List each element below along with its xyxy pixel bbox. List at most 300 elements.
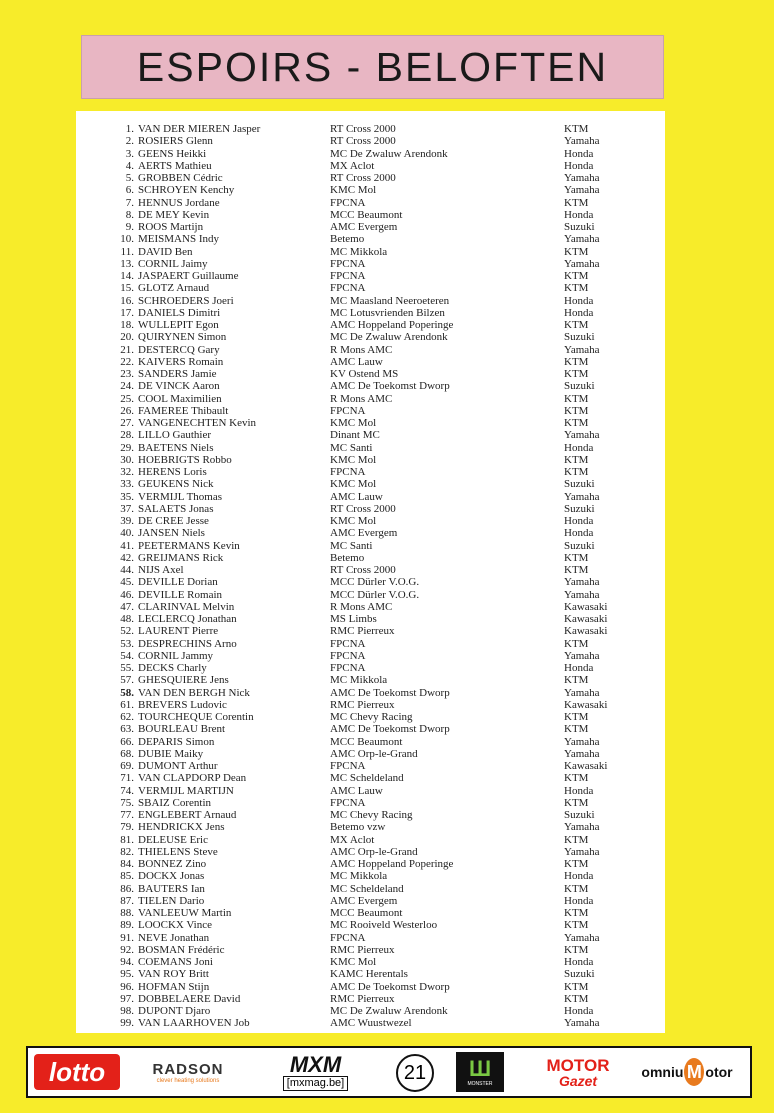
rider-number: 32. bbox=[120, 466, 134, 478]
rider-number: 53. bbox=[120, 637, 134, 650]
rider-number: 15. bbox=[120, 282, 134, 295]
rider-brand: KTM bbox=[564, 319, 589, 331]
rider-club: AMC Orp-le-Grand bbox=[330, 845, 418, 858]
rider-number: 7. bbox=[125, 196, 134, 209]
rider-row bbox=[76, 160, 665, 172]
rider-brand: KTM bbox=[564, 943, 589, 956]
rider-number: 27. bbox=[120, 417, 134, 429]
rider-club: MC Santi bbox=[330, 539, 373, 552]
rider-name: PEETERMANS Kevin bbox=[138, 539, 240, 552]
rider-club: AMC Hoppeland Poperinge bbox=[330, 319, 454, 331]
rider-name: MEISMANS Indy bbox=[138, 233, 219, 246]
rider-brand: KTM bbox=[564, 392, 589, 405]
rider-row bbox=[76, 772, 665, 784]
rider-name: HOEBRIGTS Robbo bbox=[138, 453, 232, 466]
rider-row bbox=[76, 968, 665, 980]
radson-wordmark: RADSON bbox=[152, 1060, 224, 1078]
rider-row bbox=[76, 564, 665, 576]
rider-club: FPCNA bbox=[330, 760, 366, 772]
sponsor-footer bbox=[26, 1046, 752, 1098]
rider-number: 3. bbox=[125, 147, 134, 160]
rider-club: FPCNA bbox=[330, 466, 366, 478]
rider-row bbox=[76, 956, 665, 968]
rider-name: LILLO Gauthier bbox=[138, 429, 211, 442]
rider-name: FAMEREE Thibault bbox=[138, 404, 229, 417]
rider-club: MCC Dürler V.O.G. bbox=[330, 588, 420, 601]
rider-name: COOL Maximilien bbox=[138, 392, 222, 405]
rider-club: MC Scheldeland bbox=[330, 882, 404, 895]
rider-club: FPCNA bbox=[330, 649, 366, 662]
rider-club: MS Limbs bbox=[330, 613, 377, 625]
rider-number: 42. bbox=[120, 551, 134, 564]
rider-name: DOBBELAERE David bbox=[138, 992, 241, 1005]
rider-name: TOURCHEQUE Corentin bbox=[138, 711, 254, 723]
rider-brand: Suzuki bbox=[564, 331, 595, 344]
rider-brand: Honda bbox=[564, 1005, 594, 1017]
rider-brand: Honda bbox=[564, 294, 594, 307]
rider-row bbox=[76, 540, 665, 552]
rider-club: FPCNA bbox=[330, 270, 366, 282]
rider-club: MCC Dürler V.O.G. bbox=[330, 576, 420, 589]
rider-club: RT Cross 2000 bbox=[330, 123, 396, 135]
rider-row bbox=[76, 748, 665, 760]
rider-brand: Honda bbox=[564, 527, 594, 540]
rider-name: AERTS Mathieu bbox=[138, 159, 212, 172]
rider-club: KMC Mol bbox=[330, 184, 377, 197]
rider-brand: Yamaha bbox=[564, 735, 600, 748]
rider-club: MC Mikkola bbox=[330, 674, 388, 687]
rider-number: 44. bbox=[120, 564, 134, 576]
rider-club: MC Rooiveld Westerloo bbox=[330, 919, 438, 932]
rider-row bbox=[76, 295, 665, 307]
rider-name: GEUKENS Nick bbox=[138, 478, 214, 491]
rider-number: 30. bbox=[120, 453, 134, 466]
rider-club: FPCNA bbox=[330, 796, 366, 809]
rider-brand: Honda bbox=[564, 784, 594, 797]
rider-row bbox=[76, 895, 665, 907]
rider-name: VANLEEUW Martin bbox=[138, 907, 232, 919]
rider-number: 88. bbox=[120, 907, 134, 919]
rider-club: R Mons AMC bbox=[330, 600, 393, 613]
rider-brand: KTM bbox=[564, 907, 589, 919]
rider-club: AMC De Toekomst Dworp bbox=[330, 380, 450, 393]
rider-row bbox=[76, 932, 665, 944]
rider-name: COEMANS Joni bbox=[138, 956, 213, 968]
omnium-wordmark-b: otor bbox=[705, 1064, 733, 1080]
rider-club: AMC De Toekomst Dworp bbox=[330, 980, 450, 993]
monster-energy-logo bbox=[456, 1052, 504, 1092]
rider-name: VAN ROY Britt bbox=[138, 968, 209, 981]
rider-row bbox=[76, 221, 665, 233]
rider-brand: Yamaha bbox=[564, 1017, 600, 1030]
rider-club: RMC Pierreux bbox=[330, 992, 395, 1005]
rider-club: AMC Lauw bbox=[330, 784, 383, 797]
rider-number: 77. bbox=[120, 809, 134, 821]
rider-brand: Yamaha bbox=[564, 686, 600, 699]
rider-number: 54. bbox=[120, 649, 134, 662]
rider-club: MC Chevy Racing bbox=[330, 809, 413, 821]
rider-brand: Yamaha bbox=[564, 429, 600, 442]
rider-row bbox=[76, 429, 665, 441]
rider-number: 52. bbox=[120, 625, 134, 638]
rider-number: 40. bbox=[120, 527, 134, 540]
rider-row bbox=[76, 1017, 665, 1029]
rider-row bbox=[76, 821, 665, 833]
rider-row bbox=[76, 601, 665, 613]
rider-row bbox=[76, 417, 665, 429]
rider-row bbox=[76, 209, 665, 221]
rider-brand: Yamaha bbox=[564, 821, 600, 834]
gazet-wordmark: Gazet bbox=[558, 1072, 598, 1089]
rider-brand: Yamaha bbox=[564, 343, 600, 356]
rider-brand: KTM bbox=[564, 282, 589, 295]
rider-number: 33. bbox=[120, 478, 134, 491]
rider-club: RMC Pierreux bbox=[330, 698, 395, 711]
rider-brand: Kawasaki bbox=[564, 625, 608, 638]
rider-brand: Honda bbox=[564, 147, 594, 160]
rider-number: 17. bbox=[120, 306, 134, 319]
rider-row bbox=[76, 258, 665, 270]
rider-number: 8. bbox=[125, 208, 134, 221]
rider-name: WULLEPIT Egon bbox=[138, 319, 219, 331]
rider-number: 84. bbox=[120, 858, 134, 870]
rider-brand: KTM bbox=[564, 466, 589, 478]
rider-number: 16. bbox=[120, 294, 134, 307]
rider-number: 82. bbox=[120, 845, 134, 858]
rider-name: GROBBEN Cédric bbox=[138, 172, 223, 184]
rider-club: Betemo bbox=[330, 233, 365, 246]
rider-number: 62. bbox=[120, 711, 134, 723]
rider-row bbox=[76, 797, 665, 809]
rider-row bbox=[76, 625, 665, 637]
rider-row bbox=[76, 870, 665, 882]
rider-name: HENDRICKX Jens bbox=[138, 821, 225, 834]
rider-club: RT Cross 2000 bbox=[330, 172, 396, 184]
rider-club: RT Cross 2000 bbox=[330, 502, 396, 515]
rider-number: 75. bbox=[120, 796, 134, 809]
rider-name: DEVILLE Romain bbox=[138, 588, 223, 601]
rider-name: CORNIL Jammy bbox=[138, 649, 214, 662]
rider-brand: Yamaha bbox=[564, 588, 600, 601]
rider-brand: KTM bbox=[564, 404, 589, 417]
rider-row bbox=[76, 478, 665, 490]
rider-brand: Honda bbox=[564, 662, 594, 674]
rider-list-panel bbox=[76, 111, 665, 1033]
rider-brand: Honda bbox=[564, 208, 594, 221]
rider-name: BONNEZ Zino bbox=[138, 858, 207, 870]
rider-number: 5. bbox=[125, 172, 134, 184]
rider-club: KV Ostend MS bbox=[330, 368, 399, 380]
rider-row bbox=[76, 650, 665, 662]
rider-brand: KTM bbox=[564, 196, 589, 209]
rider-row bbox=[76, 907, 665, 919]
rider-club: MCC Beaumont bbox=[330, 208, 403, 221]
rider-number: 95. bbox=[120, 968, 134, 981]
rider-club: MC Scheldeland bbox=[330, 772, 404, 785]
rider-number: 63. bbox=[120, 723, 134, 736]
rider-name: VAN DEN BERGH Nick bbox=[138, 686, 250, 699]
rider-club: FPCNA bbox=[330, 931, 366, 944]
rider-brand: Suzuki bbox=[564, 478, 595, 491]
rider-name: BAETENS Niels bbox=[138, 441, 214, 454]
rider-number: 66. bbox=[120, 735, 134, 748]
radson-tagline: clever heating solutions bbox=[156, 1077, 220, 1084]
rider-name: HERENS Loris bbox=[138, 466, 207, 478]
rider-brand: KTM bbox=[564, 637, 589, 650]
lotto-logo: lotto bbox=[34, 1054, 120, 1090]
rider-brand: Yamaha bbox=[564, 257, 600, 270]
rider-number: 57. bbox=[120, 674, 134, 687]
rider-number: 68. bbox=[120, 747, 134, 760]
rider-brand: Kawasaki bbox=[564, 698, 608, 711]
rider-number: 96. bbox=[120, 980, 134, 993]
omnium-wordmark-a: omniu bbox=[641, 1064, 684, 1080]
rider-club: AMC Hoppeland Poperinge bbox=[330, 858, 454, 870]
rider-name: SALAETS Jonas bbox=[138, 502, 214, 515]
rider-club: RMC Pierreux bbox=[330, 625, 395, 638]
rider-row bbox=[76, 135, 665, 147]
rider-number: 6. bbox=[125, 184, 134, 197]
rider-row bbox=[76, 356, 665, 368]
rider-number: 58. bbox=[120, 686, 134, 699]
rider-club: KMC Mol bbox=[330, 956, 377, 968]
rider-club: MX Aclot bbox=[330, 159, 375, 172]
rider-brand: KTM bbox=[564, 551, 589, 564]
rider-brand: KTM bbox=[564, 796, 589, 809]
rider-number: 13. bbox=[120, 257, 134, 270]
rider-row bbox=[76, 282, 665, 294]
rider-name: SANDERS Jamie bbox=[138, 368, 217, 380]
rider-brand: Kawasaki bbox=[564, 760, 608, 772]
rider-brand: Suzuki bbox=[564, 380, 595, 393]
rider-club: R Mons AMC bbox=[330, 392, 393, 405]
rider-number: 37. bbox=[120, 502, 134, 515]
rider-club: KMC Mol bbox=[330, 417, 377, 429]
rider-row bbox=[76, 246, 665, 258]
rider-club: RMC Pierreux bbox=[330, 943, 395, 956]
title-banner bbox=[81, 35, 664, 99]
rider-row bbox=[76, 442, 665, 454]
rider-brand: Honda bbox=[564, 515, 594, 527]
rider-row bbox=[76, 834, 665, 846]
rider-club: MC Lotusvrienden Bilzen bbox=[330, 306, 445, 319]
rider-club: R Mons AMC bbox=[330, 343, 393, 356]
rider-number: 87. bbox=[120, 894, 134, 907]
mxm-wordmark: MXM bbox=[289, 1051, 342, 1077]
rider-number: 99. bbox=[120, 1017, 134, 1030]
rider-brand: Yamaha bbox=[564, 747, 600, 760]
rider-row bbox=[76, 883, 665, 895]
rider-name: VERMIJL Thomas bbox=[138, 490, 223, 503]
rider-row bbox=[76, 527, 665, 539]
rider-brand: KTM bbox=[564, 270, 589, 282]
rider-brand: Honda bbox=[564, 870, 594, 883]
rider-number: 24. bbox=[120, 380, 134, 393]
rider-brand: Suzuki bbox=[564, 502, 595, 515]
rider-club: AMC Lauw bbox=[330, 355, 383, 368]
rider-number: 74. bbox=[120, 784, 134, 797]
rider-number: 86. bbox=[120, 882, 134, 895]
rider-club: Dinant MC bbox=[330, 429, 380, 442]
rider-number: 97. bbox=[120, 992, 134, 1005]
rider-brand: KTM bbox=[564, 833, 589, 846]
rider-name: LOOCKX Vince bbox=[138, 919, 212, 932]
rider-brand: KTM bbox=[564, 992, 589, 1005]
rider-number: 45. bbox=[120, 576, 134, 589]
rider-number: 46. bbox=[120, 588, 134, 601]
rider-row bbox=[76, 331, 665, 343]
rider-name: BOSMAN Frédéric bbox=[138, 943, 225, 956]
rider-name: DUBIE Maiky bbox=[138, 747, 204, 760]
rider-club: AMC Lauw bbox=[330, 490, 383, 503]
rider-number: 79. bbox=[120, 821, 134, 834]
rider-name: DEVILLE Dorian bbox=[138, 576, 218, 589]
rider-row bbox=[76, 380, 665, 392]
rider-name: DE VINCK Aaron bbox=[138, 380, 220, 393]
rider-number: 11. bbox=[120, 245, 134, 258]
rider-number: 25. bbox=[120, 392, 134, 405]
rider-row bbox=[76, 638, 665, 650]
rider-club: MCC Beaumont bbox=[330, 907, 403, 919]
rider-brand: KTM bbox=[564, 980, 589, 993]
rider-brand: KTM bbox=[564, 919, 589, 932]
rider-club: RT Cross 2000 bbox=[330, 135, 396, 148]
rider-name: NEVE Jonathan bbox=[138, 931, 210, 944]
rider-name: KAIVERS Romain bbox=[138, 355, 224, 368]
rider-club: KMC Mol bbox=[330, 515, 377, 527]
rider-club: AMC Orp-le-Grand bbox=[330, 747, 418, 760]
rider-name: GLOTZ Arnaud bbox=[138, 282, 210, 295]
rider-name: GREIJMANS Rick bbox=[138, 551, 224, 564]
rider-name: HOFMAN Stijn bbox=[138, 980, 210, 993]
rider-row bbox=[76, 687, 665, 699]
rider-number: 48. bbox=[120, 613, 134, 625]
rider-brand: Yamaha bbox=[564, 649, 600, 662]
rider-name: VAN CLAPDORP Dean bbox=[138, 772, 247, 785]
rider-name: DELEUSE Eric bbox=[138, 833, 208, 846]
rider-name: DUMONT Arthur bbox=[138, 760, 218, 772]
rider-club: MC Santi bbox=[330, 441, 373, 454]
rider-name: THIELENS Steve bbox=[138, 845, 218, 858]
rider-club: MC De Zwaluw Arendonk bbox=[330, 331, 448, 344]
rider-number: 4. bbox=[125, 159, 134, 172]
rider-number: 92. bbox=[120, 943, 134, 956]
rider-name: DEPARIS Simon bbox=[138, 735, 215, 748]
rider-number: 21. bbox=[120, 343, 134, 356]
rider-row bbox=[76, 662, 665, 674]
rider-number: 23. bbox=[120, 368, 134, 380]
rider-number: 98. bbox=[120, 1005, 134, 1017]
rider-club: AMC De Toekomst Dworp bbox=[330, 686, 450, 699]
rider-number: 1. bbox=[125, 123, 134, 135]
rider-brand: Honda bbox=[564, 159, 594, 172]
rider-row bbox=[76, 491, 665, 503]
rider-brand: Yamaha bbox=[564, 233, 600, 246]
rider-number: 26. bbox=[120, 404, 134, 417]
rider-name: QUIRYNEN Simon bbox=[138, 331, 227, 344]
rider-name: HENNUS Jordane bbox=[138, 196, 220, 209]
rider-row bbox=[76, 515, 665, 527]
rider-number: 81. bbox=[120, 833, 134, 846]
rider-brand: Kawasaki bbox=[564, 613, 608, 625]
rider-number: 69. bbox=[120, 760, 134, 772]
rider-row bbox=[76, 148, 665, 160]
rider-brand: Honda bbox=[564, 956, 594, 968]
rider-name: GHESQUIERE Jens bbox=[138, 674, 229, 687]
monster-wordmark: MONSTER bbox=[467, 1081, 493, 1087]
rider-row bbox=[76, 846, 665, 858]
rider-number: 55. bbox=[120, 662, 134, 674]
rider-number: 9. bbox=[125, 221, 134, 233]
rider-club: RT Cross 2000 bbox=[330, 564, 396, 576]
rider-name: VANGENECHTEN Kevin bbox=[138, 417, 257, 429]
rider-row bbox=[76, 405, 665, 417]
rider-number: 35. bbox=[120, 490, 134, 503]
omnium-m-icon: M bbox=[684, 1058, 704, 1086]
rider-name: BAUTERS Ian bbox=[138, 882, 205, 895]
rider-row bbox=[76, 858, 665, 870]
rider-brand: KTM bbox=[564, 368, 589, 380]
rider-brand: Yamaha bbox=[564, 184, 600, 197]
rider-name: DOCKX Jonas bbox=[138, 870, 205, 883]
rider-name: ROOS Martijn bbox=[138, 221, 204, 233]
rider-club: MC Maasland Neeroeteren bbox=[330, 294, 450, 307]
rider-row bbox=[76, 197, 665, 209]
rider-number: 85. bbox=[120, 870, 134, 883]
rider-name: ENGLEBERT Arnaud bbox=[138, 809, 237, 821]
rider-club: MC Mikkola bbox=[330, 245, 388, 258]
rider-brand: Suzuki bbox=[564, 539, 595, 552]
rider-brand: Suzuki bbox=[564, 221, 595, 233]
rider-club: MC Chevy Racing bbox=[330, 711, 413, 723]
rider-row bbox=[76, 711, 665, 723]
rider-name: DE CREE Jesse bbox=[138, 515, 209, 527]
rider-row bbox=[76, 736, 665, 748]
rider-name: SCHROEDERS Joeri bbox=[138, 294, 234, 307]
rider-number: 18. bbox=[120, 319, 134, 331]
rider-name: DANIELS Dimitri bbox=[138, 306, 221, 319]
rider-row bbox=[76, 368, 665, 380]
motor-gazet-logo bbox=[534, 1048, 622, 1096]
rider-brand: KTM bbox=[564, 453, 589, 466]
rider-name: SCHROYEN Kenchy bbox=[138, 184, 235, 197]
rider-brand: KTM bbox=[564, 417, 589, 429]
rider-club: Betemo vzw bbox=[330, 821, 386, 834]
rider-row bbox=[76, 785, 665, 797]
rider-name: SBAIZ Corentin bbox=[138, 796, 212, 809]
radson-logo bbox=[140, 1048, 236, 1096]
omnium-motor-logo bbox=[632, 1048, 742, 1096]
rider-brand: KTM bbox=[564, 355, 589, 368]
rider-row bbox=[76, 1005, 665, 1017]
rider-number: 41. bbox=[120, 539, 134, 552]
rider-number: 47. bbox=[120, 600, 134, 613]
rider-row bbox=[76, 319, 665, 331]
rider-club: KMC Mol bbox=[330, 478, 377, 491]
rider-brand: Honda bbox=[564, 441, 594, 454]
rider-brand: KTM bbox=[564, 882, 589, 895]
rider-row bbox=[76, 307, 665, 319]
rider-brand: Yamaha bbox=[564, 490, 600, 503]
rider-club: KAMC Herentals bbox=[330, 968, 408, 981]
rider-number: 10. bbox=[120, 233, 134, 246]
rider-row bbox=[76, 944, 665, 956]
rider-number: 20. bbox=[120, 331, 134, 344]
rider-name: JANSEN Niels bbox=[138, 527, 205, 540]
rider-club: MC De Zwaluw Arendonk bbox=[330, 147, 448, 160]
rider-row bbox=[76, 674, 665, 686]
rider-brand: Yamaha bbox=[564, 135, 600, 148]
